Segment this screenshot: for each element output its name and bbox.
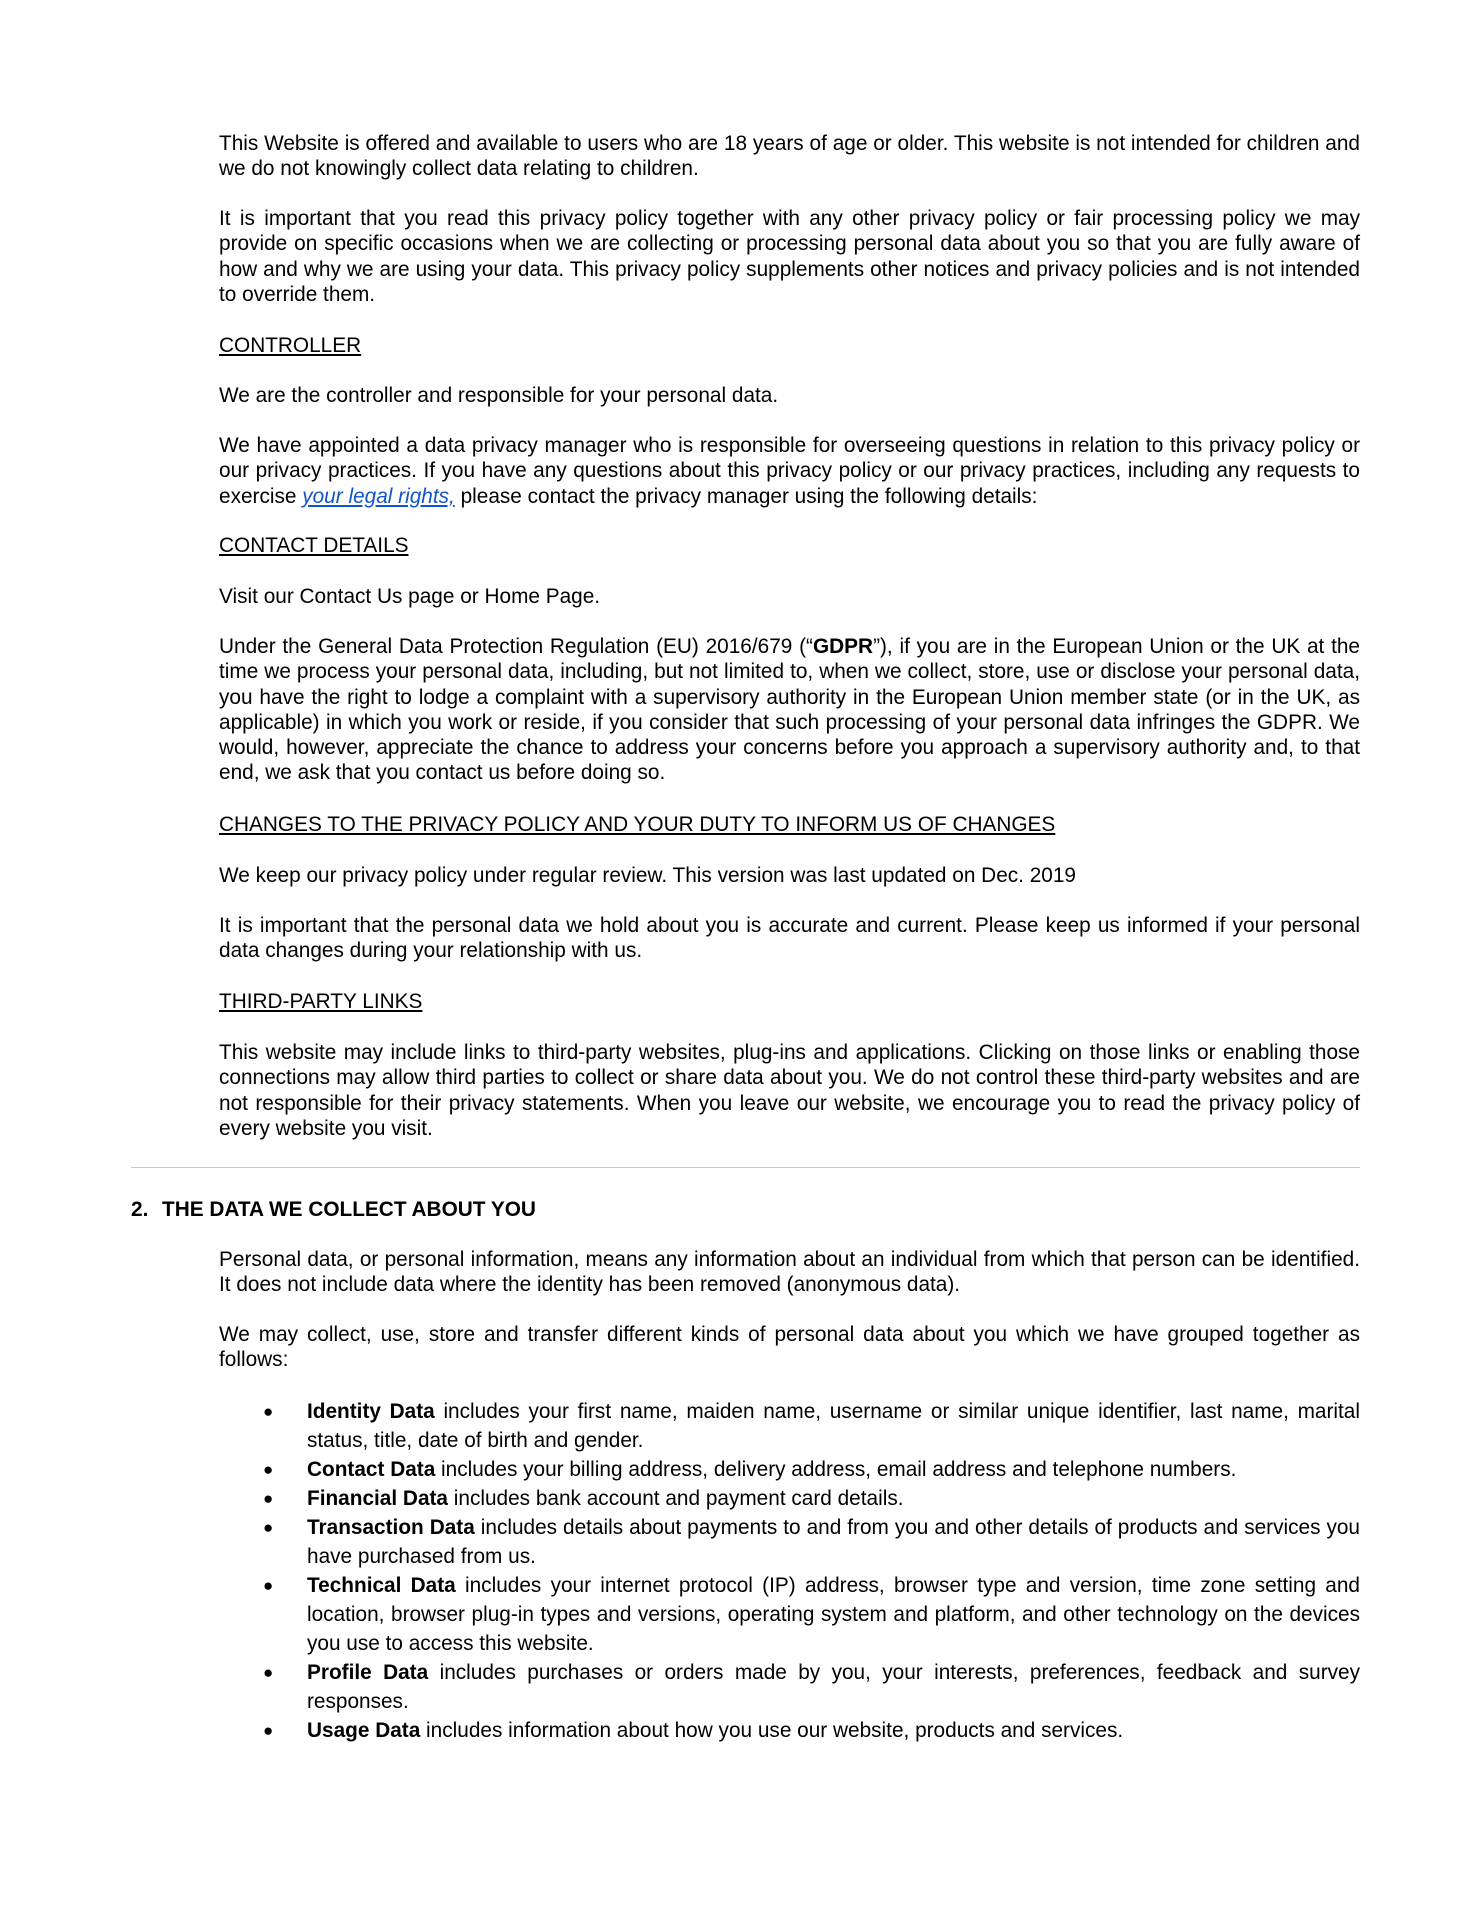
read-policy-paragraph: It is important that you read this privacy policy together with any other privacy policy or fair processing policy we may provide on specific occasions when we are collecting or processing personal data about you so that you are fully aware of how and why we are using your data. This privacy policy supplements other notices and privacy policies and is not intended to override them. bbox=[219, 207, 1360, 306]
personal-data-definition-paragraph: Personal data, or personal information, means any information about an individual from which that person can be identified. It does not include data where the identity has been removed (anonymous data). bbox=[219, 1248, 1360, 1297]
age-notice-paragraph: This Website is offered and available to users who are 18 years of age or older. This website is not intended for children and we do not knowingly collect data relating to children. bbox=[219, 132, 1360, 181]
bullet-icon: ● bbox=[263, 1663, 274, 1682]
section-2-title: THE DATA WE COLLECT ABOUT YOU bbox=[162, 1198, 536, 1221]
list-item bbox=[219, 1571, 1360, 1658]
legal-rights-link[interactable]: your legal rights, bbox=[302, 484, 455, 508]
contact-paragraph: Visit our Contact Us page or Home Page. bbox=[219, 585, 601, 608]
bullet-icon: ● bbox=[263, 1576, 274, 1595]
third-party-links-heading: THIRD-PARTY LINKS bbox=[219, 990, 423, 1013]
bullet-icon: ● bbox=[263, 1402, 274, 1421]
review-paragraph: We keep our privacy policy under regular review. This version was last updated on Dec. 2019 bbox=[219, 864, 1076, 887]
accuracy-paragraph: It is important that the personal data we hold about you is accurate and current. Please keep us informed if your personal data changes during your relationship with us. bbox=[219, 914, 1360, 963]
list-item-term: Identity Data bbox=[307, 1400, 435, 1423]
data-grouping-paragraph: We may collect, use, store and transfer different kinds of personal data about you which we have grouped together as follows: bbox=[219, 1323, 1360, 1372]
list-item-term: Profile Data bbox=[307, 1661, 429, 1684]
gdpr-text-after: ”), if you are in the European Union or the UK at the time we process your personal data, including, but not limited to, when we collect, store, use or disclose your personal data, you have the right to lodge a complaint with a supervisory authority in the European Union member state (or in the UK, as applicable) in which you work or reside, if you consider that such processing of your personal data infringes the GDPR. We would, however, appreciate the chance to address your concerns before you approach a supervisory authority and, to that end, we ask that you contact us before doing so. bbox=[219, 635, 1360, 785]
gdpr-text-before: Under the General Data Protection Regulation (EU) 2016/679 (“ bbox=[219, 635, 813, 658]
list-item-term: Technical Data bbox=[307, 1574, 456, 1597]
list-item-term: Usage Data bbox=[307, 1719, 421, 1742]
personal-data-categories-list bbox=[219, 1397, 1360, 1745]
list-item-description: includes bank account and payment card details. bbox=[448, 1487, 904, 1510]
section-2-heading bbox=[131, 1197, 536, 1222]
list-item-description: includes information about how you use our website, products and services. bbox=[420, 1719, 1124, 1742]
list-item bbox=[219, 1658, 1360, 1716]
bullet-icon: ● bbox=[263, 1489, 274, 1508]
section-2-number: 2. bbox=[131, 1198, 149, 1221]
contact-details-heading: CONTACT DETAILS bbox=[219, 534, 409, 557]
privacy-manager-text-before: We have appointed a data privacy manager who is responsible for overseeing questions in relation to this privacy policy or our privacy practices. If you have any questions about this privacy policy or our privacy practices, including any requests to exercise bbox=[219, 434, 1360, 508]
list-item-term: Transaction Data bbox=[307, 1516, 475, 1539]
list-item-description: includes purchases or orders made by you, your interests, preferences, feedback and survey responses. bbox=[307, 1661, 1360, 1713]
list-item bbox=[219, 1455, 1360, 1484]
bullet-icon: ● bbox=[263, 1518, 274, 1537]
privacy-manager-paragraph bbox=[219, 433, 1360, 509]
third-party-paragraph: This website may include links to third-party websites, plug-ins and applications. Clicking on those links or enabling those connections may allow third parties to collect or share data about you. We do not control these third-party websites and are not responsible for their privacy statements. When you leave our website, we encourage you to read the privacy policy of every website you visit. bbox=[219, 1041, 1360, 1140]
list-item bbox=[219, 1484, 1360, 1513]
list-item bbox=[219, 1716, 1360, 1745]
section-divider bbox=[131, 1167, 1360, 1168]
list-item bbox=[219, 1397, 1360, 1455]
list-item-term: Financial Data bbox=[307, 1487, 448, 1510]
gdpr-paragraph bbox=[219, 634, 1360, 786]
list-item bbox=[219, 1513, 1360, 1571]
list-item-description: includes your billing address, delivery address, email address and telephone numbers. bbox=[435, 1458, 1237, 1481]
list-item-description: includes your internet protocol (IP) address, browser type and version, time zone setting and location, browser plug-in types and versions, operating system and platform, and other technology on the devices you use to access this website. bbox=[307, 1574, 1360, 1655]
list-item-description: includes details about payments to and from you and other details of products and services you have purchased from us. bbox=[307, 1516, 1360, 1568]
bullet-icon: ● bbox=[263, 1460, 274, 1479]
changes-heading: CHANGES TO THE PRIVACY POLICY AND YOUR DUTY TO INFORM US OF CHANGES bbox=[219, 813, 1056, 836]
controller-paragraph: We are the controller and responsible for your personal data. bbox=[219, 384, 779, 407]
list-item-term: Contact Data bbox=[307, 1458, 436, 1481]
gdpr-term: GDPR bbox=[812, 635, 874, 658]
controller-heading: CONTROLLER bbox=[219, 334, 362, 357]
privacy-manager-text-after: please contact the privacy manager using the following details: bbox=[454, 484, 1038, 508]
list-item-description: includes your first name, maiden name, username or similar unique identifier, last name, marital status, title, date of birth and gender. bbox=[307, 1400, 1360, 1452]
bullet-icon: ● bbox=[263, 1721, 274, 1740]
